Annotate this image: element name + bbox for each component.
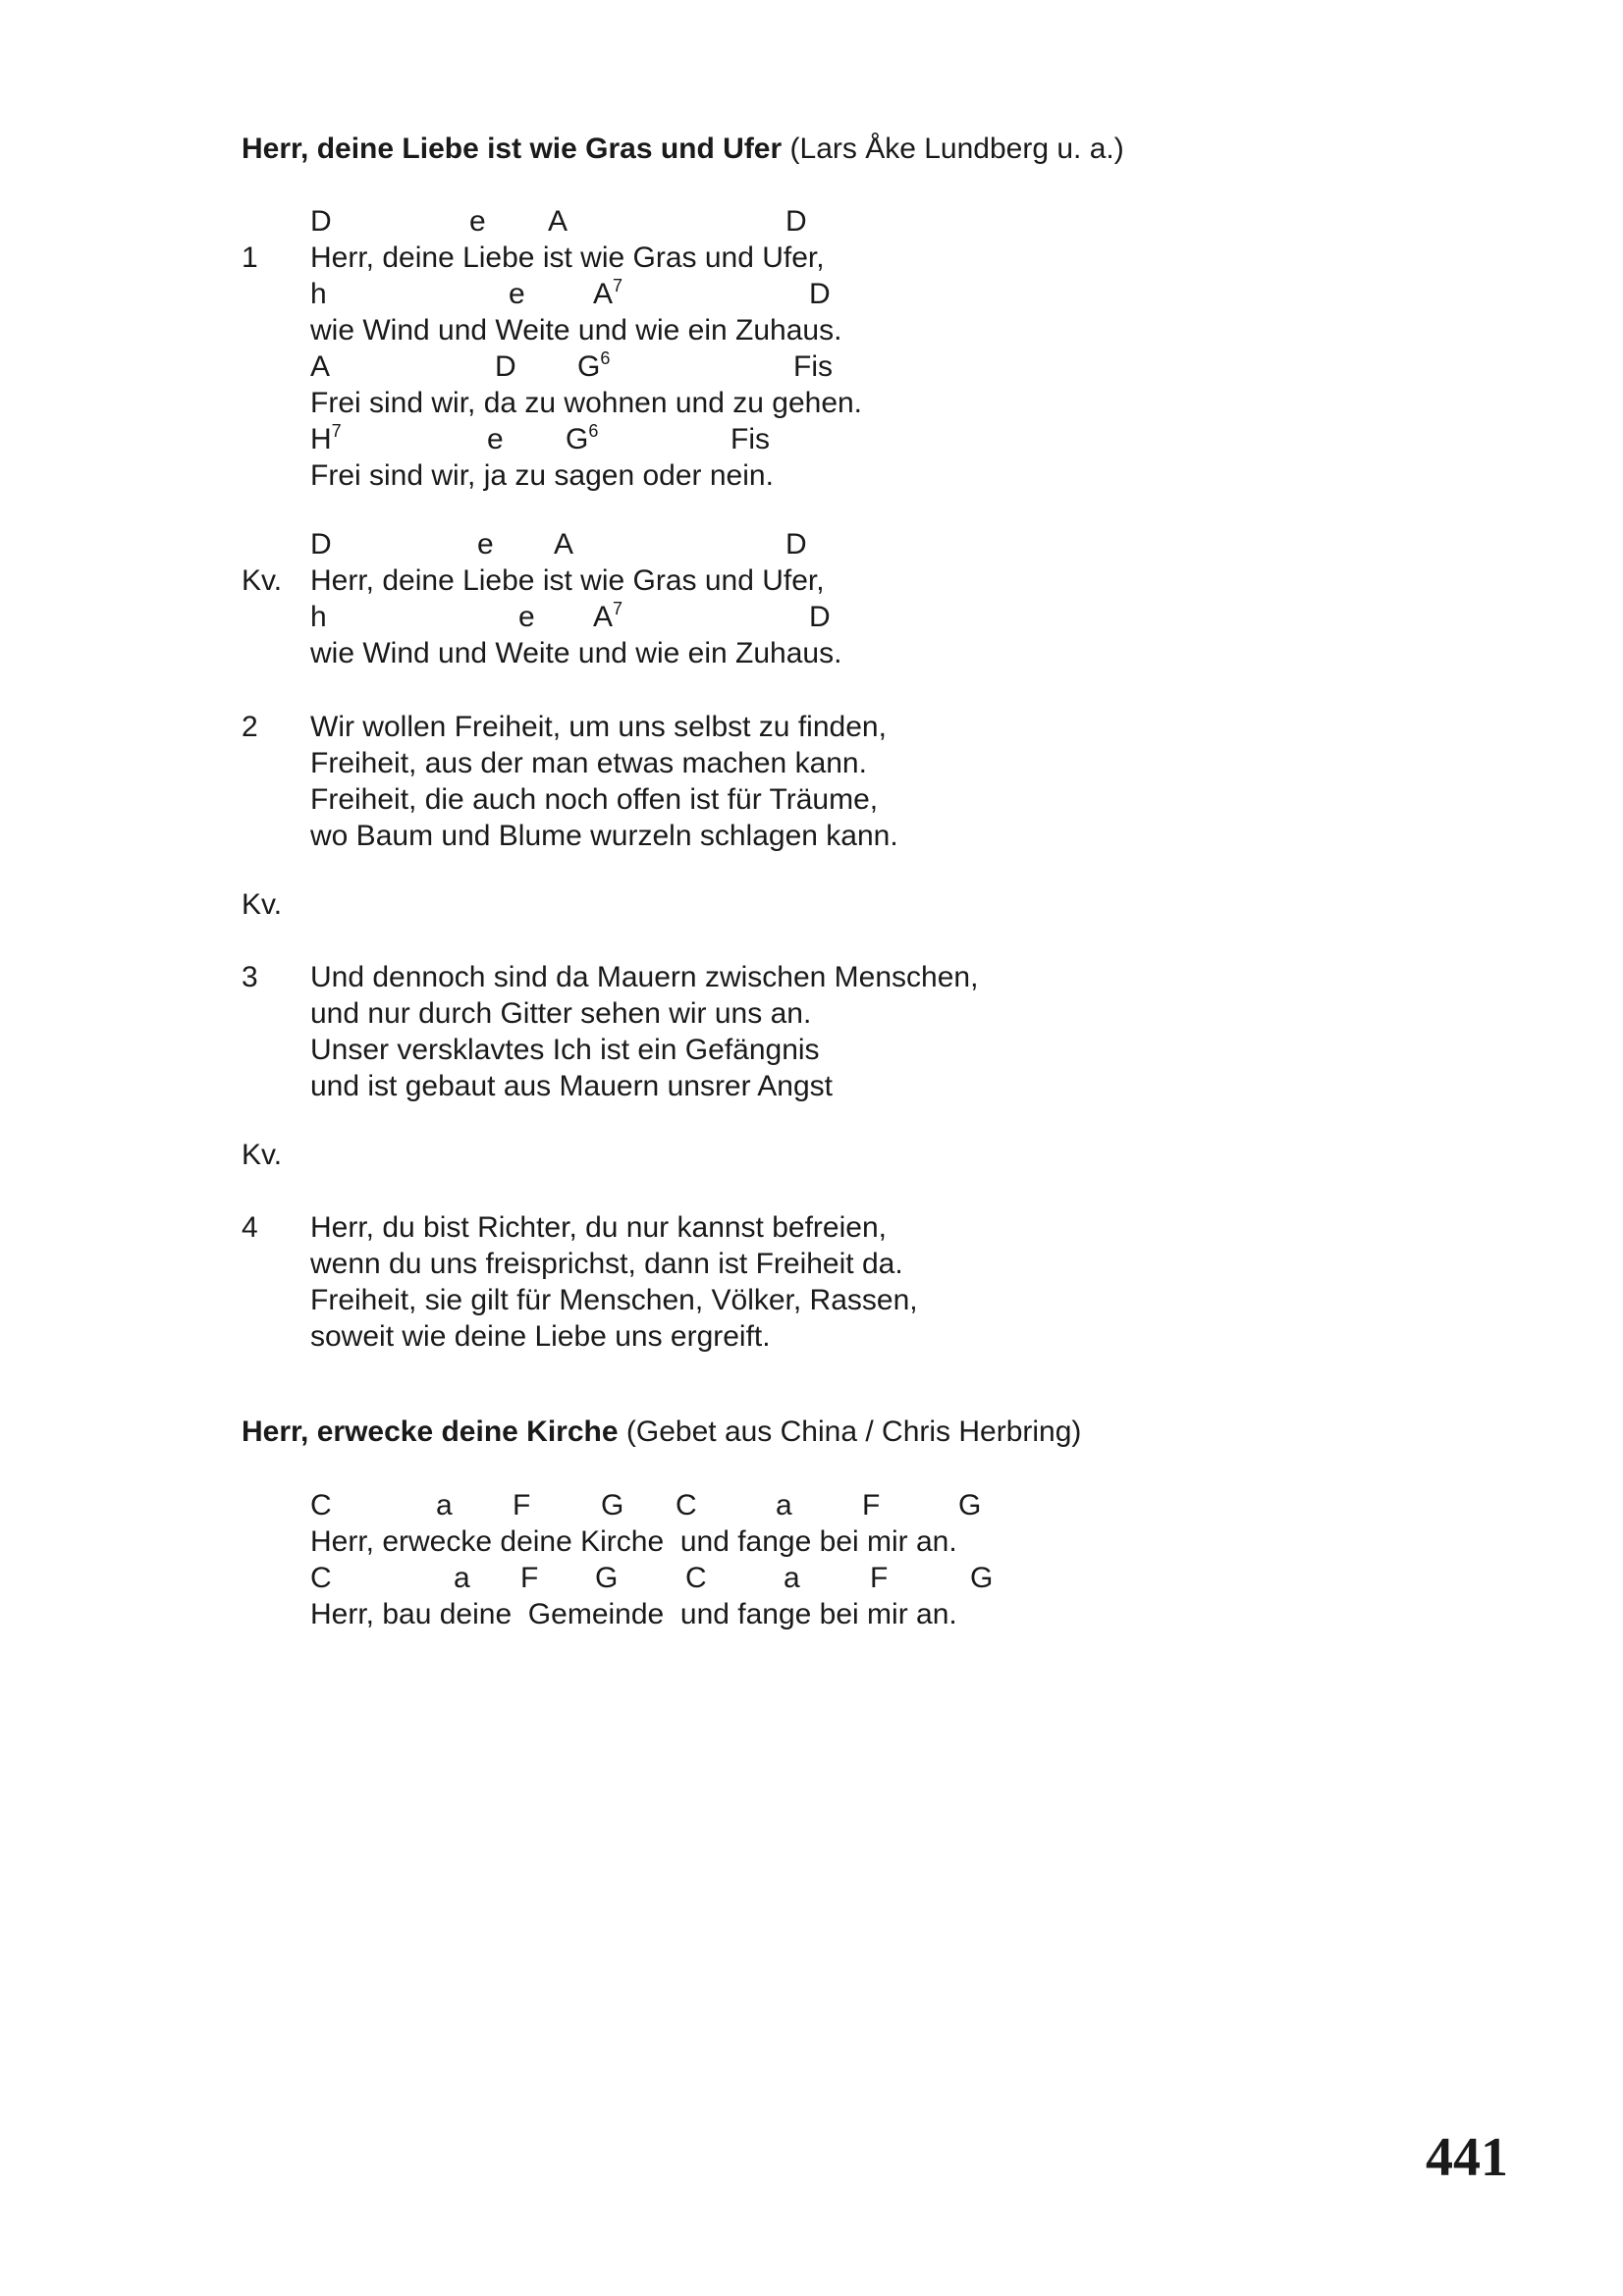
chord: C xyxy=(310,1489,332,1522)
chord: D xyxy=(809,278,831,310)
lyric-line: Herr, deine Liebe ist wie Gras und Ufer, xyxy=(310,564,825,597)
chord: e xyxy=(487,423,504,455)
lyric-line: wie Wind und Weite und wie ein Zuhaus. xyxy=(310,314,842,347)
chord: F xyxy=(513,1489,531,1522)
chord: G xyxy=(970,1562,994,1594)
chord: a xyxy=(436,1489,453,1522)
song-credit: (Gebet aus China / Chris Herbring) xyxy=(625,1415,1082,1448)
lyric-line: Freiheit, die auch noch offen ist für Träume, xyxy=(310,783,879,816)
lyric-line: Und dennoch sind da Mauern zwischen Menschen, xyxy=(310,961,979,993)
lyric-line: Frei sind wir, da zu wohnen und zu gehen. xyxy=(310,387,863,419)
chord: $H^7$ xyxy=(310,421,342,455)
chord: A xyxy=(548,205,568,238)
chord: D xyxy=(310,528,332,561)
lyric-line: Freiheit, aus der man etwas machen kann. xyxy=(310,747,867,779)
lyric-line: und ist gebaut aus Mauern unsrer Angst xyxy=(310,1070,834,1102)
lyric-line: Herr, erwecke deine Kirche und fange bei mir an. xyxy=(310,1525,957,1558)
song-title: Herr, deine Liebe ist wie Gras und Ufer xyxy=(242,133,783,165)
chorus-label: Kv. xyxy=(242,1139,283,1171)
chorus-label: Kv. xyxy=(242,888,283,921)
lyric-line: und nur durch Gitter sehen wir uns an. xyxy=(310,997,812,1030)
chord: C xyxy=(310,1562,332,1594)
chord: D xyxy=(310,205,332,238)
lyric-line: wenn du uns freisprichst, dann ist Freiheit da. xyxy=(310,1248,903,1280)
chord: e xyxy=(509,278,525,310)
chord: C xyxy=(676,1489,697,1522)
chord: F xyxy=(520,1562,539,1594)
lyric-line: Herr, deine Liebe ist wie Gras und Ufer, xyxy=(310,241,825,274)
chord: C xyxy=(685,1562,707,1594)
chord: Fis xyxy=(730,423,770,455)
chord: A xyxy=(554,528,574,561)
chord: h xyxy=(310,278,327,310)
chorus-label: Kv. xyxy=(242,564,283,597)
chord: a xyxy=(776,1489,792,1522)
lyric-line: Frei sind wir, ja zu sagen oder nein. xyxy=(310,459,774,492)
lyric-line: Freiheit, sie gilt für Menschen, Völker, Rassen, xyxy=(310,1284,918,1316)
chord: F xyxy=(862,1489,881,1522)
verse-number: 4 xyxy=(242,1211,258,1244)
verse-number: 2 xyxy=(242,711,258,743)
chord: G xyxy=(595,1562,619,1594)
chord: F xyxy=(870,1562,889,1594)
chord: Fis xyxy=(793,350,833,383)
lyric-line: wie Wind und Weite und wie ein Zuhaus. xyxy=(310,637,842,669)
chord: $A^7$ xyxy=(593,599,623,633)
chord: G xyxy=(601,1489,624,1522)
chord: e xyxy=(469,205,486,238)
page-number: 441 xyxy=(1426,2127,1508,2188)
lyric-line: wo Baum und Blume wurzeln schlagen kann. xyxy=(310,820,898,852)
chord: D xyxy=(785,205,807,238)
song-heading xyxy=(242,132,1124,167)
chord: D xyxy=(809,601,831,633)
song-heading xyxy=(242,1415,1081,1450)
chord: e xyxy=(518,601,535,633)
lyric-line: Unser versklavtes Ich ist ein Gefängnis xyxy=(310,1034,820,1066)
chord: e xyxy=(477,528,494,561)
verse-number: 3 xyxy=(242,961,258,993)
chord: $A^7$ xyxy=(593,276,623,310)
lyric-line: soweit wie deine Liebe uns ergreift. xyxy=(310,1320,771,1353)
chord: $G^6$ xyxy=(577,348,611,383)
lyric-line: Herr, du bist Richter, du nur kannst befreien, xyxy=(310,1211,887,1244)
chord: h xyxy=(310,601,327,633)
chord: a xyxy=(784,1562,800,1594)
song-title: Herr, erwecke deine Kirche xyxy=(242,1415,619,1448)
chord: a xyxy=(454,1562,470,1594)
song-credit: (Lars Åke Lundberg u. a.) xyxy=(789,133,1124,165)
chord: A xyxy=(310,350,331,383)
lyric-line: Herr, bau deine Gemeinde und fange bei mir an. xyxy=(310,1598,957,1630)
lyric-line: Wir wollen Freiheit, um uns selbst zu finden, xyxy=(310,711,887,743)
verse-number: 1 xyxy=(242,241,258,274)
chord: $G^6$ xyxy=(566,421,599,455)
chord: G xyxy=(958,1489,982,1522)
chord: D xyxy=(495,350,516,383)
chord: D xyxy=(785,528,807,561)
